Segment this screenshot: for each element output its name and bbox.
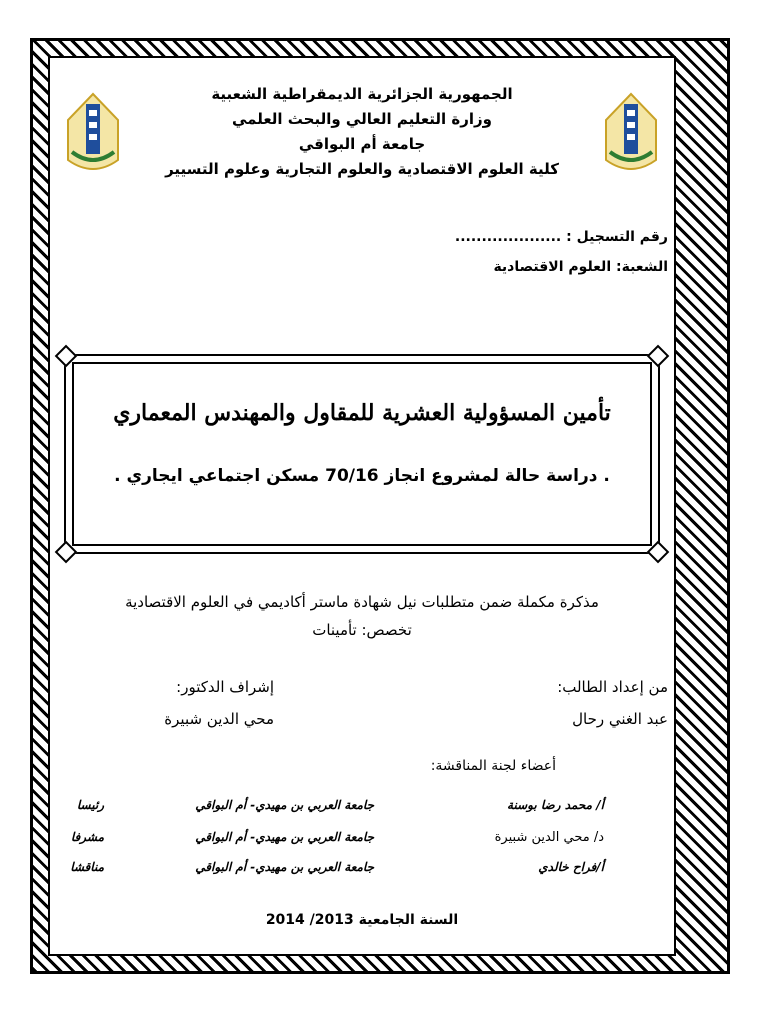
member-university: جامعة العربي بن مهيدي- أم البواقي	[195, 860, 374, 874]
academic-year: السنة الجامعية 2013/ 2014	[265, 912, 459, 928]
member-name: أ/ محمد رضا بوسنة	[507, 798, 604, 812]
page	[48, 56, 676, 956]
committee-row	[50, 798, 674, 824]
memo-description	[50, 588, 674, 644]
ministry-name: وزارة التعليم العالي والبحث العلمي	[231, 110, 493, 128]
member-name: أ/فراح خالدي	[538, 860, 604, 874]
thesis-subtitle: . دراسة حالة لمشروع انجاز 70/16 مسكن اجتماعي ايجاري .	[114, 466, 610, 486]
supervisor-name: محي الدين شبيرة	[164, 710, 274, 728]
member-role: رئيسا	[76, 798, 104, 812]
branch-label: الشعبة: العلوم الاقتصادية	[493, 259, 668, 275]
specialization: تخصص: تأمينات	[312, 621, 412, 639]
registration-number: رقم التسجيل : ....................	[454, 229, 668, 245]
member-role: مشرفا	[70, 830, 104, 844]
member-role: مناقشا	[70, 860, 104, 874]
registration-block	[455, 222, 668, 282]
supervisor-label: إشراف الدكتور:	[176, 678, 274, 696]
student-label: من إعداد الطالب:	[557, 678, 668, 696]
committee-label: أعضاء لجنة المناقشة:	[430, 758, 556, 774]
title-frame	[64, 354, 660, 554]
committee-row	[50, 830, 674, 856]
faculty-name: كلية العلوم الاقتصادية والعلوم التجارية وعلوم التسيير	[165, 160, 559, 178]
student-name: عبد الغني رحال	[572, 710, 668, 728]
title-frame-inner	[72, 362, 652, 546]
committee-row	[50, 860, 674, 886]
member-name: د/ محي الدين شبيرة	[494, 830, 604, 845]
member-university: جامعة العربي بن مهيدي- أم البواقي	[195, 798, 374, 812]
degree-statement: مذكرة مكملة ضمن متطلبات نيل شهادة ماستر أكاديمي في العلوم الاقتصادية	[125, 593, 599, 611]
republic-name: الجمهورية الجزائرية الديمقراطية الشعبية	[211, 85, 513, 103]
university-name: جامعة أم البواقي	[298, 135, 426, 153]
thesis-title: تأمين المسؤولية العشرية للمقاول والمهندس المعماري	[113, 400, 611, 426]
institution-header	[50, 82, 674, 182]
member-university: جامعة العربي بن مهيدي- أم البواقي	[195, 830, 374, 844]
